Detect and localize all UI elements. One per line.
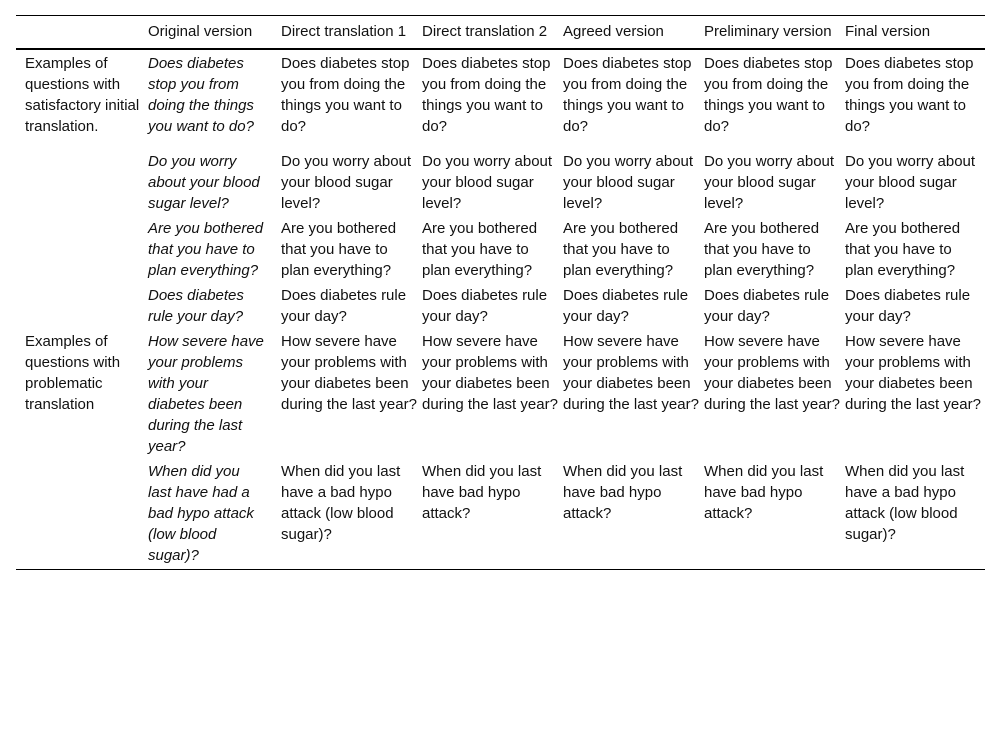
header-preliminary-version: Preliminary version (704, 16, 845, 50)
row-group-label (16, 149, 140, 216)
table-header (16, 16, 985, 50)
header-agreed-version: Agreed version (563, 16, 704, 50)
cell-direct-translation-1: Do you worry about your blood sugar level? (281, 153, 412, 212)
cell-direct-translation-2: Are you bothered that you have to plan everything? (422, 220, 538, 279)
cell-original: Do you worry about your blood sugar level? (148, 153, 260, 212)
row-group-label (16, 216, 140, 283)
cell-direct-translation-2: Does diabetes rule your day? (422, 287, 548, 325)
cell-preliminary: Does diabetes rule your day? (704, 287, 830, 325)
table-row (16, 459, 985, 570)
header-direct-translation-1: Direct translation 1 (281, 16, 422, 50)
cell-direct-translation-2: Does diabetes stop you from doing the things you want to do? (422, 55, 551, 135)
row-group-label: Examples of questions with satisfactory initial translation. (25, 55, 140, 135)
cell-direct-translation-2: How severe have your problems with your diabetes been during the last year? (422, 333, 558, 413)
table-row (16, 216, 985, 283)
cell-agreed: Are you bothered that you have to plan everything? (563, 220, 679, 279)
cell-final: Do you worry about your blood sugar level? (845, 153, 976, 212)
row-group-label (16, 459, 140, 570)
cell-final: When did you last have a bad hypo attack (low blood sugar)? (845, 459, 985, 570)
cell-original: Are you bothered that you have to plan everything? (148, 220, 264, 279)
header-final-version: Final version (845, 16, 985, 50)
cell-original: How severe have your problems with your diabetes been during the last year? (148, 333, 264, 455)
cell-preliminary: Are you bothered that you have to plan everything? (704, 220, 820, 279)
cell-agreed: Do you worry about your blood sugar level? (563, 153, 694, 212)
header-row (16, 16, 985, 50)
cell-final: Are you bothered that you have to plan everything? (845, 220, 961, 279)
header-direct-translation-2: Direct translation 2 (422, 16, 563, 50)
cell-final: Does diabetes stop you from doing the things you want to do? (845, 55, 974, 135)
cell-direct-translation-1: Does diabetes rule your day? (281, 287, 407, 325)
row-group-label: Examples of questions with problematic translation (25, 333, 121, 413)
table-row (16, 283, 985, 329)
cell-original: When did you last have had a bad hypo attack (low blood sugar)? (140, 459, 281, 570)
table-body (16, 49, 985, 570)
cell-direct-translation-2: Do you worry about your blood sugar level? (422, 153, 553, 212)
cell-direct-translation-1: Does diabetes stop you from doing the things you want to do? (281, 55, 410, 135)
translation-table (16, 15, 985, 570)
header-original-version: Original version (140, 16, 281, 50)
cell-agreed: Does diabetes stop you from doing the things you want to do? (563, 55, 692, 135)
cell-agreed: How severe have your problems with your diabetes been during the last year? (563, 333, 699, 413)
cell-original: Does diabetes stop you from doing the things you want to do? (148, 55, 254, 135)
cell-agreed: When did you last have bad hypo attack? (563, 459, 704, 570)
cell-direct-translation-1: When did you last have a bad hypo attack (low blood sugar)? (281, 459, 422, 570)
cell-final: How severe have your problems with your diabetes been during the last year? (845, 333, 981, 413)
cell-preliminary: Does diabetes stop you from doing the things you want to do? (704, 55, 833, 135)
cell-preliminary: How severe have your problems with your diabetes been during the last year? (704, 333, 840, 413)
cell-preliminary: Do you worry about your blood sugar level? (704, 153, 835, 212)
cell-final: Does diabetes rule your day? (845, 287, 971, 325)
cell-agreed: Does diabetes rule your day? (563, 287, 689, 325)
table-wrapper (16, 15, 985, 570)
header-empty (16, 16, 140, 50)
table-row (16, 49, 985, 149)
cell-original: Does diabetes rule your day? (148, 287, 244, 325)
table-row (16, 329, 985, 459)
cell-direct-translation-1: Are you bothered that you have to plan everything? (281, 220, 397, 279)
table-row (16, 149, 985, 216)
cell-preliminary: When did you last have bad hypo attack? (704, 459, 845, 570)
cell-direct-translation-2: When did you last have bad hypo attack? (422, 459, 563, 570)
row-group-label (16, 283, 140, 329)
cell-direct-translation-1: How severe have your problems with your diabetes been during the last year? (281, 333, 417, 413)
